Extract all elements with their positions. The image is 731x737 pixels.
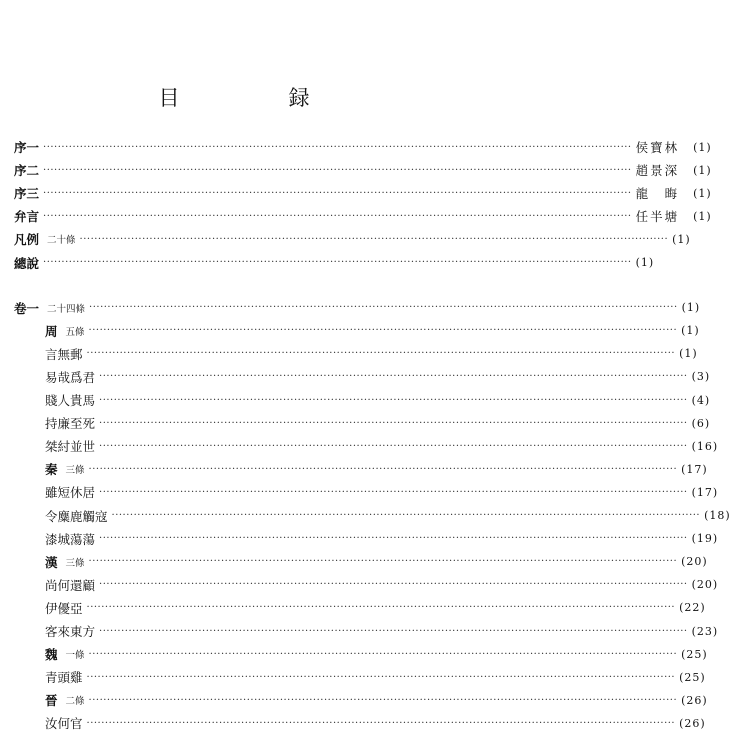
- toc-entry: [0, 667, 706, 687]
- toc-entry: [0, 598, 706, 618]
- toc-entry-author: 龍 晦: [635, 186, 680, 202]
- toc-entry-page: (1): [693, 186, 712, 200]
- toc-entry: [0, 137, 712, 157]
- toc-entry-page: (1): [693, 163, 712, 177]
- toc-entry-title: 魏: [45, 647, 58, 663]
- dot-leader: ································································································································································: [86, 717, 676, 729]
- dot-leader: ································································································································································: [43, 141, 632, 153]
- toc-entry: [0, 713, 706, 733]
- toc-entry: [0, 390, 711, 410]
- toc-entry-page: (3): [691, 370, 711, 384]
- dot-leader: ································································································································································: [99, 486, 688, 498]
- toc-entry-title: 青頭雞: [45, 670, 83, 686]
- toc-entry-page: (26): [679, 716, 706, 730]
- page-title: 目 録: [158, 86, 354, 110]
- dot-leader: ································································································································································: [99, 440, 688, 452]
- toc-entry: [0, 183, 712, 203]
- toc-entry-title: 周: [45, 323, 58, 339]
- toc-entry-page: (17): [691, 485, 719, 499]
- dot-leader: ································································································································································: [111, 510, 701, 521]
- toc-entry: [0, 690, 708, 710]
- toc-entry-title: 序三: [14, 186, 40, 202]
- dot-leader: ································································································································································: [99, 533, 688, 545]
- toc-entry-page: (18): [704, 509, 731, 522]
- dot-leader: ································································································································································: [88, 694, 678, 706]
- dot-leader: ································································································································································: [89, 302, 678, 314]
- toc-entry: [0, 160, 712, 180]
- toc-entry-note: 五條: [65, 326, 85, 338]
- toc-entry-note: 一條: [65, 650, 85, 662]
- toc-entry: [0, 644, 708, 664]
- toc-entry-title: 言無郵: [45, 346, 83, 362]
- dot-leader: ································································································································································: [99, 579, 688, 591]
- toc-entry-title: 客來東方: [45, 624, 96, 639]
- toc-entry: [0, 436, 719, 456]
- toc-entry-title: 賤人貴馬: [45, 393, 96, 408]
- toc-entry-title: 易哉爲君: [45, 369, 96, 385]
- toc-entry-page: (20): [691, 578, 719, 592]
- toc-entry-page: (1): [681, 301, 701, 315]
- toc-entry: [0, 621, 719, 641]
- toc-entry-page: (26): [681, 693, 708, 707]
- toc-entry-title: 晉: [45, 693, 58, 709]
- toc-entry-title: 桀紂並世: [45, 439, 96, 455]
- toc-entry-title: 秦: [45, 462, 58, 478]
- dot-leader: ································································································································································: [88, 556, 678, 568]
- dot-leader: ································································································································································: [88, 648, 678, 660]
- toc-entry: [0, 575, 719, 595]
- toc-entry-title: 序一: [14, 140, 40, 155]
- toc-entry: [0, 413, 711, 433]
- toc-entry-page: (22): [679, 601, 706, 615]
- toc-entry-title: 雖短休居: [45, 485, 96, 501]
- toc-entry-page: (4): [691, 393, 711, 407]
- toc-entry: [0, 506, 731, 526]
- dot-leader: ································································································································································: [43, 257, 632, 268]
- toc-entry: [0, 206, 712, 226]
- dot-leader: ································································································································································: [99, 371, 688, 383]
- dot-leader: ································································································································································: [43, 164, 632, 176]
- toc-entry-page: (1): [693, 140, 712, 154]
- toc-entry: [0, 253, 655, 273]
- toc-entry: [0, 459, 708, 479]
- toc-entry-title: 伊優亞: [45, 600, 83, 616]
- toc-entry-page: (1): [672, 232, 691, 246]
- toc-entry-page: (1): [681, 324, 700, 338]
- dot-leader: ································································································································································: [86, 602, 676, 614]
- toc-entry-author: 趙景深: [635, 163, 680, 179]
- toc-entry: [0, 482, 719, 502]
- dot-leader: ································································································································································: [99, 394, 688, 406]
- dot-leader: ································································································································································: [88, 325, 678, 337]
- toc-entry: [0, 529, 719, 549]
- toc-entry: [0, 367, 711, 387]
- toc-entry-page: (25): [681, 647, 708, 661]
- dot-leader: ································································································································································: [79, 233, 669, 245]
- toc-entry-title: 持廉至死: [45, 416, 96, 432]
- dot-leader: ································································································································································: [88, 463, 678, 475]
- toc-entry-page: (6): [691, 416, 711, 430]
- toc-entry-title: 總說: [14, 255, 40, 271]
- dot-leader: ································································································································································: [99, 417, 688, 429]
- toc-entry-author: 任半塘: [635, 209, 680, 225]
- dot-leader: ································································································································································: [86, 348, 676, 360]
- toc-entry-note: 二十四條: [47, 303, 86, 315]
- toc-entry-page: (1): [635, 256, 655, 269]
- toc-entry: [0, 552, 708, 572]
- toc-entry-page: (23): [691, 624, 719, 638]
- dot-leader: ································································································································································: [43, 187, 632, 199]
- toc-entry-title: 弁言: [14, 209, 40, 225]
- toc-entry: [0, 298, 701, 318]
- toc-entry-note: 三條: [65, 465, 85, 477]
- toc-entry-author: 侯寶林: [635, 140, 680, 155]
- toc-entry-note: 二條: [65, 696, 85, 708]
- toc-entry-page: (19): [691, 532, 719, 546]
- toc-entry-title: 卷一: [14, 300, 40, 316]
- toc-entry-page: (20): [681, 555, 708, 569]
- toc-entry-title: 漢: [45, 554, 58, 570]
- toc-entry: [0, 229, 691, 249]
- toc-entry: [0, 321, 700, 341]
- toc-entry-page: (16): [691, 439, 719, 453]
- toc-entry-title: 漆城蕩蕩: [45, 531, 96, 547]
- toc-entry-title: 凡例: [14, 232, 40, 248]
- toc-entry-page: (1): [693, 209, 712, 223]
- toc-entry: [0, 344, 698, 364]
- toc-entry-note: 二十條: [47, 235, 76, 247]
- toc-entry-title: 尚何還顧: [45, 577, 96, 593]
- toc-entry-title: 序二: [14, 163, 40, 179]
- toc-entry-title: 汝何官: [45, 716, 83, 732]
- toc-entry-page: (17): [681, 462, 708, 476]
- toc-entry-page: (25): [679, 670, 706, 684]
- dot-leader: ································································································································································: [43, 210, 632, 222]
- toc-entry-title: 令麋鹿觸寇: [45, 508, 108, 524]
- toc-entry-page: (1): [679, 347, 698, 361]
- dot-leader: ································································································································································: [86, 671, 676, 683]
- dot-leader: ································································································································································: [99, 625, 688, 637]
- toc-entry-note: 三條: [65, 557, 85, 569]
